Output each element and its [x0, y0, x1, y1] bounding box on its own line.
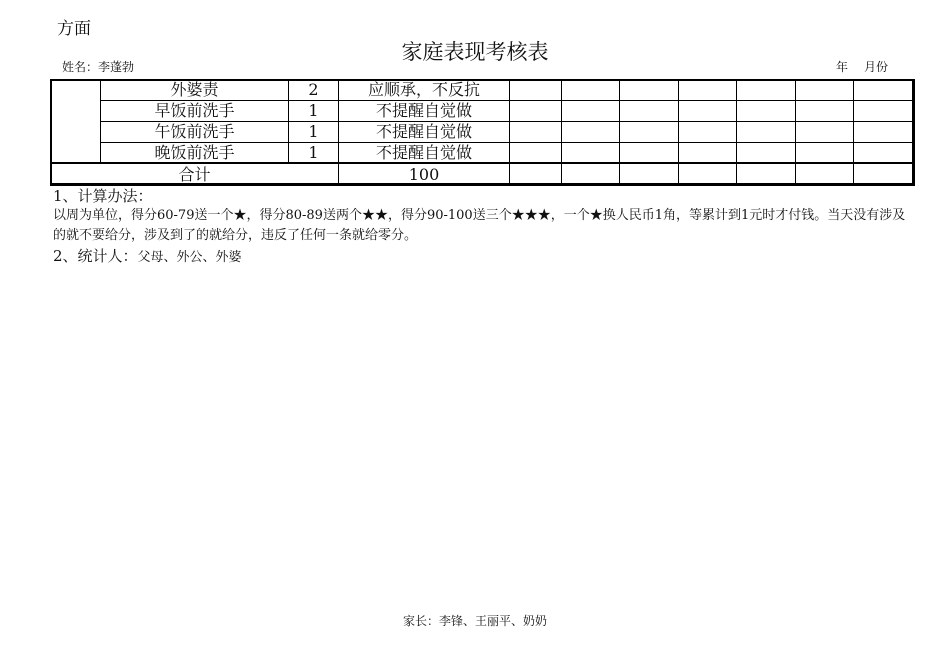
item-cell: 午饭前洗手 — [100, 121, 289, 143]
name-value: 李蓬勃 — [98, 60, 135, 74]
day-score-cell — [509, 142, 562, 164]
day-score-cell — [736, 121, 796, 143]
total-standard-cell — [509, 163, 562, 186]
month-label: 月份 — [864, 60, 889, 74]
parents-value: 李锋、王丽平、奶奶 — [439, 614, 548, 628]
counter-heading: 2、统计人： — [53, 247, 138, 265]
total-divider — [50, 162, 914, 164]
day-score-cell — [561, 121, 620, 143]
day-score-cell — [678, 100, 737, 122]
method-body: 以周为单位，得分60-79送一个★，得分80-89送两个★★，得分90-100送三个★★★，一个★换人民币1角，等累计到1元时才付钱。当天没有涉及的就不要给分，涉及到了的就给分，违反了任何一条就给零分。 — [53, 208, 906, 243]
assessment-table — [50, 79, 914, 185]
day-score-cell — [561, 100, 620, 122]
day-score-cell — [853, 100, 915, 122]
day-score-cell — [736, 142, 796, 164]
item-cell: 早饭前洗手 — [100, 100, 289, 122]
day-score-cell — [795, 100, 854, 122]
total-day-cell — [619, 163, 679, 186]
score-cell: 1 — [288, 100, 339, 122]
day-score-cell — [619, 142, 679, 164]
item-cell: 晚饭前洗手 — [100, 142, 289, 164]
day-score-cell — [853, 121, 915, 143]
year-label: 年 — [836, 60, 849, 74]
section-label: 方面 — [57, 19, 91, 39]
counter-line — [53, 245, 242, 266]
day-score-cell — [561, 79, 620, 101]
day-score-cell — [509, 100, 562, 122]
day-score-cell — [795, 142, 854, 164]
day-score-cell — [619, 79, 679, 101]
method-heading: 1、计算办法： — [53, 187, 153, 205]
day-score-cell — [619, 100, 679, 122]
total-day-cell — [736, 163, 796, 186]
category-cell — [50, 79, 101, 164]
footer-parents — [0, 612, 950, 629]
standard-cell: 不提醒自觉做 — [338, 121, 510, 143]
total-day-cell — [795, 163, 854, 186]
day-score-cell — [736, 79, 796, 101]
standard-cell: 不提醒自觉做 — [338, 100, 510, 122]
total-label-cell: 合计 — [50, 163, 339, 186]
day-score-cell — [509, 121, 562, 143]
total-score-cell: 100 — [338, 163, 510, 186]
day-score-cell — [619, 121, 679, 143]
item-cell: 外婆责 — [100, 79, 289, 101]
day-score-cell — [678, 79, 737, 101]
parents-label: 家长： — [402, 614, 439, 628]
counter-value: 父母、外公、外婆 — [137, 250, 242, 265]
day-score-cell — [509, 79, 562, 101]
standard-cell: 应顺承，不反抗 — [338, 79, 510, 101]
total-day-cell — [853, 163, 915, 186]
day-score-cell — [853, 79, 915, 101]
day-score-cell — [795, 79, 854, 101]
name-label: 姓名： — [62, 60, 99, 74]
day-score-cell — [736, 100, 796, 122]
standard-cell: 不提醒自觉做 — [338, 142, 510, 164]
day-score-cell — [853, 142, 915, 164]
score-cell: 2 — [288, 79, 339, 101]
day-score-cell — [561, 142, 620, 164]
day-score-cell — [795, 121, 854, 143]
name-line — [62, 58, 134, 75]
day-score-cell — [678, 121, 737, 143]
period-line — [836, 58, 888, 75]
total-day-cell — [678, 163, 737, 186]
total-day-cell — [561, 163, 620, 186]
day-score-cell — [678, 142, 737, 164]
score-cell: 1 — [288, 121, 339, 143]
score-cell: 1 — [288, 142, 339, 164]
document-title: 家庭表现考核表 — [401, 40, 549, 64]
